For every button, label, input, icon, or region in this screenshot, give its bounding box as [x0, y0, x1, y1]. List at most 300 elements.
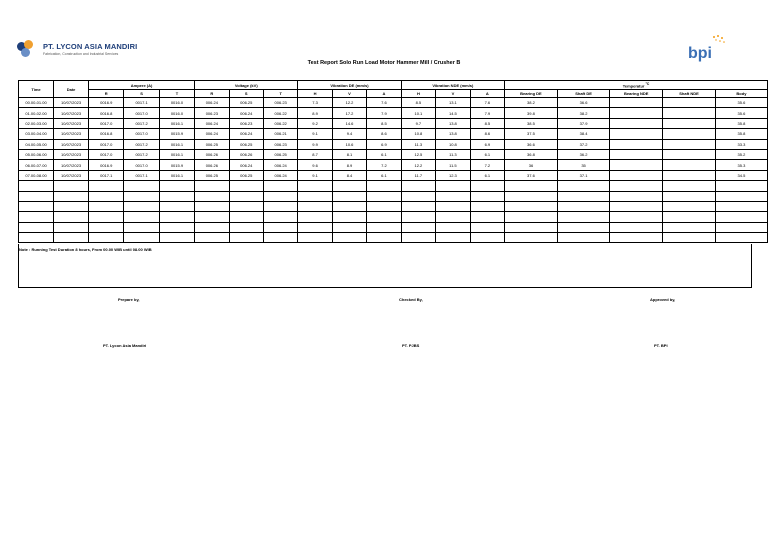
table-cell-empty [89, 222, 124, 232]
temperature-unit: °C [645, 81, 650, 86]
table-cell: 00.00-01.00 [19, 98, 54, 108]
table-cell-empty [19, 233, 54, 243]
table-cell: 03.00-04.00 [19, 129, 54, 139]
table-cell: 6.9 [470, 139, 504, 149]
table-cell: 9.1 [298, 170, 332, 180]
table-cell: 0016.9 [89, 98, 124, 108]
table-cell: 6.1 [367, 170, 401, 180]
header-vibration-nde: Vibration NDE (mm/s) [401, 81, 504, 90]
table-cell: 7.9 [470, 108, 504, 118]
table-cell [610, 118, 663, 128]
table-cell-empty [263, 212, 297, 222]
table-cell-empty [159, 191, 194, 201]
table-cell: 0016.8 [89, 129, 124, 139]
table-cell [663, 129, 716, 139]
table-cell-empty [401, 181, 436, 191]
table-cell: 12.5 [401, 149, 436, 159]
table-cell-empty [298, 233, 332, 243]
table-cell: 9.4 [332, 129, 367, 139]
sub-header-cell: Shaft DE [557, 90, 609, 98]
table-cell-empty [332, 222, 367, 232]
table-cell-empty [124, 201, 159, 211]
table-cell-empty [470, 233, 504, 243]
table-cell-empty [663, 191, 716, 201]
table-cell: 006.25 [229, 170, 263, 180]
table-cell-empty [263, 181, 297, 191]
table-cell: 11.5 [436, 160, 471, 170]
checked-label: Checked By, [399, 297, 423, 302]
table-cell-empty [54, 191, 89, 201]
approved-company: PT. BPI [654, 343, 668, 348]
sub-header-cell: T [159, 90, 194, 98]
table-cell: 7.3 [298, 98, 332, 108]
table-cell: 37.9 [557, 118, 609, 128]
header-temperature [505, 81, 768, 90]
table-cell-empty [19, 222, 54, 232]
table-cell-empty [663, 181, 716, 191]
table-row [19, 139, 768, 149]
table-cell-empty [263, 191, 297, 201]
table-cell: 36.6 [557, 98, 609, 108]
table-cell: 35 [557, 160, 609, 170]
table-cell [610, 149, 663, 159]
table-cell: 006.24 [229, 108, 263, 118]
table-cell: 13.1 [436, 98, 471, 108]
table-cell-empty [159, 233, 194, 243]
table-cell: 11.3 [401, 139, 436, 149]
table-cell: 35.6 [715, 108, 767, 118]
table-cell-empty [124, 212, 159, 222]
table-cell: 0017.0 [124, 129, 159, 139]
table-cell-empty [332, 181, 367, 191]
table-cell: 9.2 [298, 118, 332, 128]
table-cell: 006.24 [195, 98, 229, 108]
table-cell: 006.24 [229, 160, 263, 170]
table-cell [663, 149, 716, 159]
table-cell-empty [229, 181, 263, 191]
sub-header-cell: H [298, 90, 332, 98]
table-cell: 01.00-02.00 [19, 108, 54, 118]
table-cell: 36.8 [505, 149, 558, 159]
table-cell: 8.7 [298, 149, 332, 159]
table-cell: 0015.9 [159, 160, 194, 170]
table-cell-empty [298, 212, 332, 222]
table-cell-empty [401, 201, 436, 211]
table-cell: 006.24 [195, 129, 229, 139]
table-cell-empty [19, 212, 54, 222]
table-cell-empty [505, 222, 558, 232]
table-cell: 0016.0 [159, 108, 194, 118]
table-cell-empty [436, 201, 471, 211]
table-row-empty [19, 201, 768, 211]
table-cell: 0016.8 [89, 108, 124, 118]
table-cell: 8.5 [470, 118, 504, 128]
table-cell-empty [367, 212, 401, 222]
table-row [19, 149, 768, 159]
table-cell-empty [195, 212, 229, 222]
table-cell: 0017.0 [124, 108, 159, 118]
table-cell: 6.1 [367, 149, 401, 159]
table-cell: 9.6 [298, 160, 332, 170]
table-cell: 0016.1 [159, 149, 194, 159]
table-cell: 9.9 [298, 139, 332, 149]
table-cell: 11.7 [401, 170, 436, 180]
table-cell-empty [124, 181, 159, 191]
table-cell-empty [557, 222, 609, 232]
table-cell: 17.2 [332, 108, 367, 118]
sub-header-row [19, 90, 768, 98]
table-cell: 0017.0 [89, 139, 124, 149]
table-cell-empty [229, 233, 263, 243]
report-title: Test Report Solo Run Load Motor Hammer Mill / Crusher B [307, 60, 461, 66]
table-cell: 0017.0 [89, 118, 124, 128]
table-cell: 8.5 [401, 98, 436, 108]
table-cell-empty [54, 222, 89, 232]
table-row [19, 98, 768, 108]
table-cell-empty [715, 181, 767, 191]
table-cell: 8.6 [470, 129, 504, 139]
table-cell: 38.2 [505, 98, 558, 108]
table-cell [610, 139, 663, 149]
table-cell-empty [195, 222, 229, 232]
table-cell-empty [663, 212, 716, 222]
table-cell-empty [436, 191, 471, 201]
report-table [18, 80, 768, 243]
table-row [19, 118, 768, 128]
table-cell: 7.2 [470, 160, 504, 170]
sub-header-cell: S [229, 90, 263, 98]
table-cell-empty [298, 191, 332, 201]
table-cell [663, 160, 716, 170]
table-cell: 14.6 [332, 118, 367, 128]
table-cell: 02.00-03.00 [19, 118, 54, 128]
table-cell-empty [229, 212, 263, 222]
table-cell: 006.22 [263, 118, 297, 128]
table-cell: 0017.2 [124, 139, 159, 149]
table-cell-empty [263, 222, 297, 232]
table-cell: 7.6 [470, 98, 504, 108]
sub-header-cell: Bearing DE [505, 90, 558, 98]
table-cell: 7.9 [367, 108, 401, 118]
table-cell: 7.6 [367, 98, 401, 108]
table-cell-empty [610, 222, 663, 232]
table-cell-empty [663, 222, 716, 232]
table-cell-empty [89, 191, 124, 201]
table-cell-empty [610, 201, 663, 211]
table-cell-empty [470, 222, 504, 232]
table-cell-empty [367, 222, 401, 232]
table-cell: 0017.2 [124, 118, 159, 128]
table-cell: 006.25 [263, 149, 297, 159]
table-cell-empty [470, 201, 504, 211]
table-cell: 006.24 [195, 118, 229, 128]
table-cell: 9.1 [298, 129, 332, 139]
table-cell-empty [89, 212, 124, 222]
table-row-empty [19, 191, 768, 201]
table-cell: 6.9 [367, 139, 401, 149]
table-cell-empty [367, 191, 401, 201]
table-cell: 38.5 [505, 118, 558, 128]
table-cell: 8.1 [332, 149, 367, 159]
table-cell-empty [401, 222, 436, 232]
table-cell: 0016.1 [159, 139, 194, 149]
table-cell-empty [470, 212, 504, 222]
table-cell-empty [89, 181, 124, 191]
table-cell-empty [159, 201, 194, 211]
table-cell: 10/07/2023 [54, 129, 89, 139]
table-cell-empty [505, 201, 558, 211]
table-cell: 10.6 [332, 139, 367, 149]
table-cell-empty [557, 191, 609, 201]
table-cell: 0017.0 [124, 160, 159, 170]
table-cell: 0016.1 [159, 170, 194, 180]
table-cell: 34.5 [715, 170, 767, 180]
table-cell-empty [89, 201, 124, 211]
table-cell [610, 98, 663, 108]
table-cell-empty [715, 233, 767, 243]
table-cell-empty [159, 212, 194, 222]
sub-header-cell: T [263, 90, 297, 98]
header-date: Date [54, 81, 89, 98]
table-cell: 0017.2 [124, 149, 159, 159]
table-row [19, 160, 768, 170]
table-body [19, 98, 768, 243]
table-cell-empty [715, 212, 767, 222]
table-cell: 10/07/2023 [54, 160, 89, 170]
table-cell [663, 170, 716, 180]
table-cell: 37.6 [505, 170, 558, 180]
table-cell [610, 108, 663, 118]
note-text: Note : Running Test Duration 8 hours, From 00.00 WIB until 08.00 WIB [19, 247, 152, 252]
table-cell: 04.00-05.00 [19, 139, 54, 149]
table-row-empty [19, 212, 768, 222]
table-cell-empty [229, 201, 263, 211]
table-cell-empty [195, 233, 229, 243]
table-row [19, 129, 768, 139]
table-cell-empty [663, 233, 716, 243]
table-cell: 12.3 [436, 170, 471, 180]
table-cell: 0016.1 [159, 118, 194, 128]
header-vibration-de: Vibration DE (mm/s) [298, 81, 401, 90]
table-cell [610, 129, 663, 139]
bpi-logo-text: bpi [688, 45, 712, 62]
table-cell: 10.8 [401, 129, 436, 139]
table-cell-empty [505, 212, 558, 222]
table-cell: 006.23 [195, 108, 229, 118]
table-cell-empty [505, 233, 558, 243]
bpi-logo [684, 34, 730, 62]
table-cell-empty [195, 201, 229, 211]
sub-header-cell: A [470, 90, 504, 98]
table-cell: 37.2 [557, 139, 609, 149]
table-cell-empty [332, 233, 367, 243]
sub-header-cell: R [195, 90, 229, 98]
table-cell: 6.1 [470, 149, 504, 159]
sub-header-cell: S [124, 90, 159, 98]
table-cell-empty [610, 212, 663, 222]
table-cell: 10/07/2023 [54, 139, 89, 149]
table-cell: 14.5 [436, 108, 471, 118]
table-cell: 006.25 [229, 98, 263, 108]
table-cell-empty [367, 201, 401, 211]
table-cell: 10.1 [401, 108, 436, 118]
table-cell: 12.2 [332, 98, 367, 108]
table-cell: 06.00-07.00 [19, 160, 54, 170]
table-cell: 006.24 [263, 160, 297, 170]
table-cell: 36 [505, 160, 558, 170]
table-cell-empty [610, 181, 663, 191]
table-cell: 0015.9 [159, 129, 194, 139]
bpi-logo-icon [684, 34, 730, 62]
table-row-empty [19, 181, 768, 191]
table-cell-empty [332, 212, 367, 222]
table-cell-empty [19, 191, 54, 201]
table-row-empty [19, 233, 768, 243]
table-cell-empty [298, 201, 332, 211]
table-cell [663, 108, 716, 118]
table-cell [610, 160, 663, 170]
table-cell: 006.26 [229, 149, 263, 159]
sub-header-cell: Shaft NDE [663, 90, 716, 98]
sub-header-cell: Bearing NDE [610, 90, 663, 98]
table-cell-empty [557, 181, 609, 191]
table-cell [610, 170, 663, 180]
table-cell: 38.4 [557, 129, 609, 139]
table-cell: 35.8 [715, 118, 767, 128]
table-cell-empty [54, 212, 89, 222]
table-cell-empty [557, 233, 609, 243]
table-cell: 006.24 [229, 129, 263, 139]
table-cell-empty [436, 212, 471, 222]
table-cell: 006.22 [263, 108, 297, 118]
approved-label: Approved by, [650, 297, 676, 302]
table-cell-empty [332, 191, 367, 201]
table-cell-empty [159, 181, 194, 191]
table-cell-empty [263, 201, 297, 211]
table-cell: 10/07/2023 [54, 118, 89, 128]
table-cell: 10/07/2023 [54, 149, 89, 159]
table-cell-empty [436, 222, 471, 232]
table-cell-empty [124, 222, 159, 232]
table-cell: 10.8 [436, 139, 471, 149]
table-cell-empty [505, 181, 558, 191]
table-cell: 006.25 [195, 170, 229, 180]
table-cell-empty [124, 191, 159, 201]
table-cell-empty [195, 181, 229, 191]
table-cell-empty [195, 191, 229, 201]
table-cell: 006.23 [229, 118, 263, 128]
table-cell-empty [715, 191, 767, 201]
table-cell: 38.2 [557, 108, 609, 118]
table-cell: 35.8 [715, 129, 767, 139]
table-cell: 37.5 [505, 129, 558, 139]
table-cell: 33.3 [715, 139, 767, 149]
table-cell: 07.00-08.00 [19, 170, 54, 180]
table-cell: 8.9 [332, 160, 367, 170]
table-cell-empty [715, 222, 767, 232]
table-cell: 35.6 [715, 98, 767, 108]
header-voltage: Voltage (kV) [195, 81, 298, 90]
table-cell: 11.3 [436, 149, 471, 159]
table-cell: 12.2 [401, 160, 436, 170]
table-cell: 0017.1 [124, 98, 159, 108]
sub-header-cell: V [436, 90, 471, 98]
table-cell-empty [610, 233, 663, 243]
sub-header-cell: Body [715, 90, 767, 98]
table-cell-empty [436, 181, 471, 191]
table-cell: 006.23 [263, 98, 297, 108]
table-cell-empty [298, 222, 332, 232]
table-cell-empty [557, 212, 609, 222]
table-cell-empty [159, 222, 194, 232]
table-cell-empty [505, 191, 558, 201]
table-cell-empty [332, 201, 367, 211]
table-cell-empty [663, 201, 716, 211]
company-name: PT. LYCON ASIA MANDIRI [43, 42, 138, 51]
sub-header-cell: H [401, 90, 436, 98]
table-cell: 10/07/2023 [54, 170, 89, 180]
checked-company: PT. PJBS [402, 343, 420, 348]
table-cell: 006.25 [195, 139, 229, 149]
table-cell-empty [229, 191, 263, 201]
table-cell: 35.3 [715, 160, 767, 170]
table-cell-empty [401, 233, 436, 243]
lycon-logo [15, 38, 137, 60]
table-cell: 10/07/2023 [54, 108, 89, 118]
table-cell-empty [367, 233, 401, 243]
table-cell: 006.23 [263, 139, 297, 149]
table-cell: 13.8 [436, 129, 471, 139]
table-cell-empty [54, 201, 89, 211]
table-cell: 0016.9 [89, 160, 124, 170]
table-cell: 05.00-06.00 [19, 149, 54, 159]
table-cell-empty [54, 181, 89, 191]
table-cell: 9.7 [401, 118, 436, 128]
table-cell-empty [124, 233, 159, 243]
table-cell: 35.2 [715, 149, 767, 159]
table-cell: 8.4 [332, 170, 367, 180]
table-cell: 10/07/2023 [54, 98, 89, 108]
table-cell: 006.21 [263, 129, 297, 139]
temperature-label: Temperatur [622, 83, 645, 89]
table-cell: 8.9 [298, 108, 332, 118]
table-cell: 37.1 [557, 170, 609, 180]
table-cell-empty [229, 222, 263, 232]
table-cell-empty [19, 181, 54, 191]
table-cell: 7.2 [367, 160, 401, 170]
table-cell-empty [401, 191, 436, 201]
company-tagline: Fabrication, Construction and Industrial Services [43, 52, 119, 56]
sub-header-cell: A [367, 90, 401, 98]
header-time: Time [19, 81, 54, 98]
prepared-label: Prepare by, [118, 297, 140, 302]
table-cell-empty [470, 191, 504, 201]
table-cell: 13.8 [436, 118, 471, 128]
table-cell: 006.26 [195, 149, 229, 159]
table-cell: 6.1 [470, 170, 504, 180]
table-cell-empty [298, 181, 332, 191]
sub-header-cell: V [332, 90, 367, 98]
table-row-empty [19, 222, 768, 232]
table-cell [663, 139, 716, 149]
table-row [19, 108, 768, 118]
table-cell: 0017.0 [89, 149, 124, 159]
table-cell-empty [263, 233, 297, 243]
prepared-company: PT. Lycon Asia Mandiri [103, 343, 147, 348]
table-cell-empty [715, 201, 767, 211]
table-cell: 006.25 [229, 139, 263, 149]
table-cell-empty [557, 201, 609, 211]
